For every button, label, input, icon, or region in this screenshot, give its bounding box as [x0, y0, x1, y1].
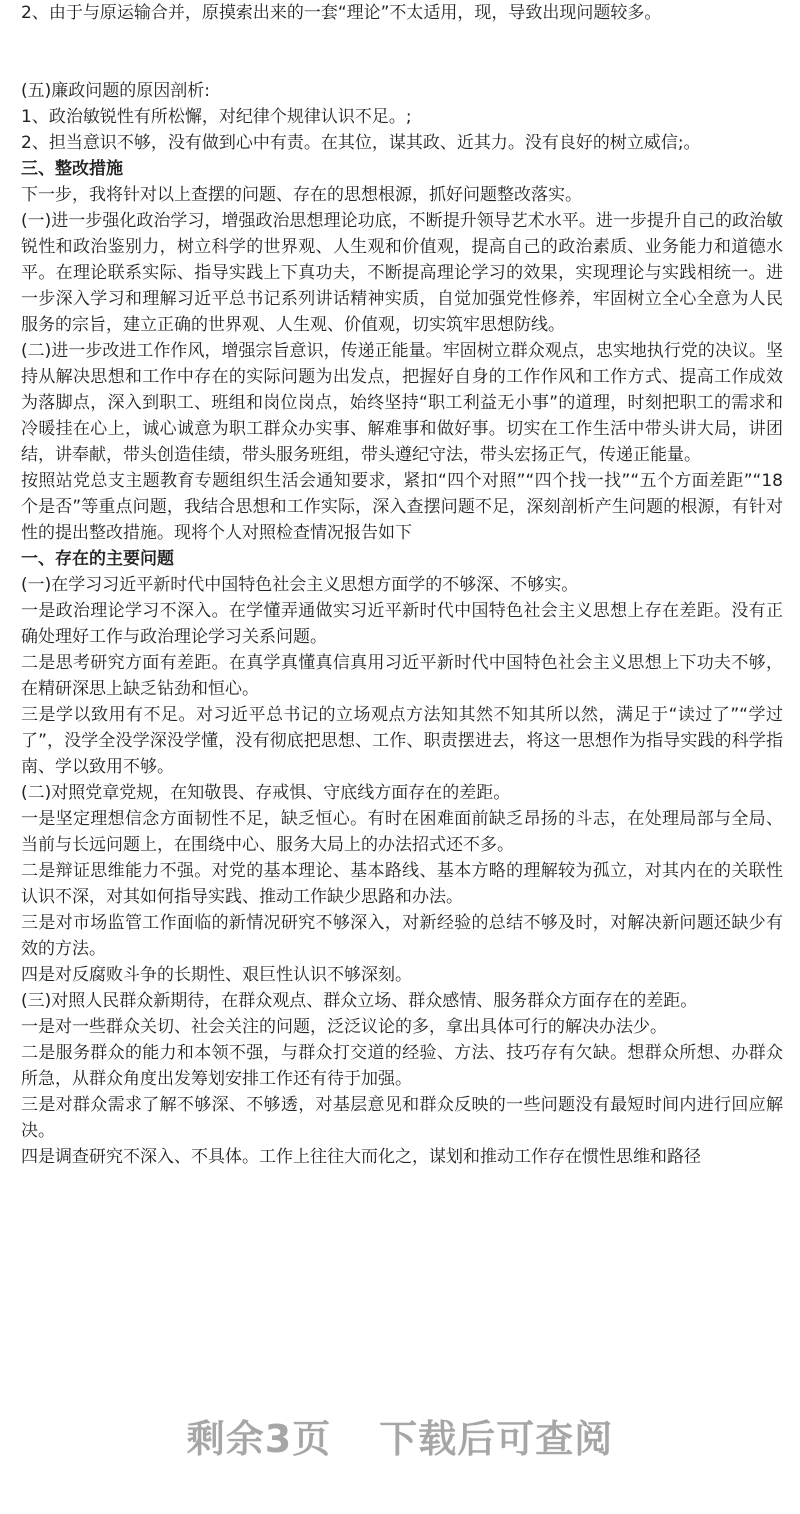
paragraph: (三)对照人民群众新期待，在群众观点、群众立场、群众感情、服务群众方面存在的差距。 [21, 991, 698, 1011]
paragraph: 一是政治理论学习不深入。在学懂弄通做实习近平新时代中国特色社会主义思想上存在差距。没有正确处理好工作与政治理论学习关系问题。 [21, 601, 783, 647]
paragraph: 三是学以致用有不足。对习近平总书记的立场观点方法知其然不知其所以然，满足于“读过了”“学过了”，没学全没学深没学懂，没有彻底把思想、工作、职责摆进去，将这一思想作为指导实践的科学指南、学以致用不够。 [21, 705, 783, 777]
paragraph: 按照站党总支主题教育专题组织生活会通知要求，紧扣“四个对照”“四个找一找”“五个方面差距”“18 个是否”等重点问题，我结合思想和工作实际，深入查摆问题不足，深刻剖析产生问题的根源，有针对性的提出整改措施。现将个人对照检查情况报告如下 [21, 471, 783, 543]
section-heading: 一、存在的主要问题 [21, 549, 174, 569]
paragraph: 二是辩证思维能力不强。对党的基本理论、基本路线、基本方略的理解较为孤立，对其内在的关联性认识不深，对其如何指导实践、推动工作缺少思路和办法。 [21, 861, 783, 907]
document-body [21, 0, 783, 1170]
paragraph: (一)在学习习近平新时代中国特色社会主义思想方面学的不够深、不够实。 [21, 575, 579, 595]
download-to-view-label: 下载后可查阅 [379, 1417, 614, 1461]
paragraph: 四是调查研究不深入、不具体。工作上往往大而化之，谋划和推动工作存在惯性思维和路径 [21, 1147, 701, 1167]
paragraph: (二)进一步改进工作作风，增强宗旨意识，传递正能量。牢固树立群众观点，忠实地执行党的决议。坚持从解决思想和工作中存在的实际问题为出发点，把握好自身的工作作风和工作方式、提高工作成效为落脚点，深入到职工、班组和岗位岗点，始终坚持“职工利益无小事”的道理，时刻把职工的需求和冷暖挂在心上，诚心诚意为职工群众办实事、解难事和做好事。切实在工作生活中带头讲大局，讲团结，讲奉献，带头创造佳绩，带头服务班组，带头遵纪守法，带头宏扬正气，传递正能量。 [21, 341, 783, 465]
remaining-pages-label: 剩余3页 [186, 1417, 332, 1461]
paragraph: (一)进一步强化政治学习，增强政治思想理论功底，不断提升领导艺术水平。进一步提升自己的政治敏锐性和政治鉴别力，树立科学的世界观、人生观和价值观，提高自己的政治素质、业务能力和道德水平。在理论联系实际、指导实践上下真功夫，不断提高理论学习的效果，实现理论与实践相统一。进一步深入学习和理解习近平总书记系列讲话精神实质，自觉加强党性修养，牢固树立全心全意为人民服务的宗旨，建立正确的世界观、人生观、价值观，切实筑牢思想防线。 [21, 211, 783, 335]
paragraph: 一是对一些群众关切、社会关注的问题，泛泛议论的多，拿出具体可行的解决办法少。 [21, 1017, 667, 1037]
section-heading: 三、整改措施 [21, 159, 123, 179]
paragraph: 四是对反腐败斗争的长期性、艰巨性认识不够深刻。 [21, 965, 412, 985]
paragraph: 二是服务群众的能力和本领不强，与群众打交道的经验、方法、技巧存有欠缺。想群众所想、办群众所急，从群众角度出发筹划安排工作还有待于加强。 [21, 1043, 783, 1089]
paragraph: 2、由于与原运输合并，原摸索出来的一套“理论”不太适用，现，导致出现问题较多。 [21, 3, 662, 23]
paragraph: 三是对市场监管工作面临的新情况研究不够深入，对新经验的总结不够及时，对解决新问题还缺少有效的方法。 [21, 913, 783, 959]
paragraph: 下一步，我将针对以上查摆的问题、存在的思想根源，抓好问题整改落实。 [21, 185, 582, 205]
paragraph: (五)廉政问题的原因剖析: [21, 81, 210, 101]
paragraph: (二)对照党章党规，在知敬畏、存戒惧、守底线方面存在的差距。 [21, 783, 511, 803]
paragraph: 二是思考研究方面有差距。在真学真懂真信真用习近平新时代中国特色社会主义思想上下功夫不够，在精研深思上缺乏钻劲和恒心。 [21, 653, 783, 699]
paragraph: 三是对群众需求了解不够深、不够透，对基层意见和群众反映的一些问题没有最短时间内进行回应解决。 [21, 1095, 783, 1141]
paragraph: 一是坚定理想信念方面韧性不足，缺乏恒心。有时在困难面前缺乏昂扬的斗志，在处理局部与全局、当前与长远问题上，在围绕中心、服务大局上的办法招式还不多。 [21, 809, 783, 855]
download-prompt[interactable] [0, 1408, 800, 1463]
paragraph: 2、担当意识不够，没有做到心中有责。在其位，谋其政、近其力。没有良好的树立威信;。 [21, 133, 701, 153]
paragraph: 1、政治敏锐性有所松懈，对纪律个规律认识不足。; [21, 107, 412, 127]
